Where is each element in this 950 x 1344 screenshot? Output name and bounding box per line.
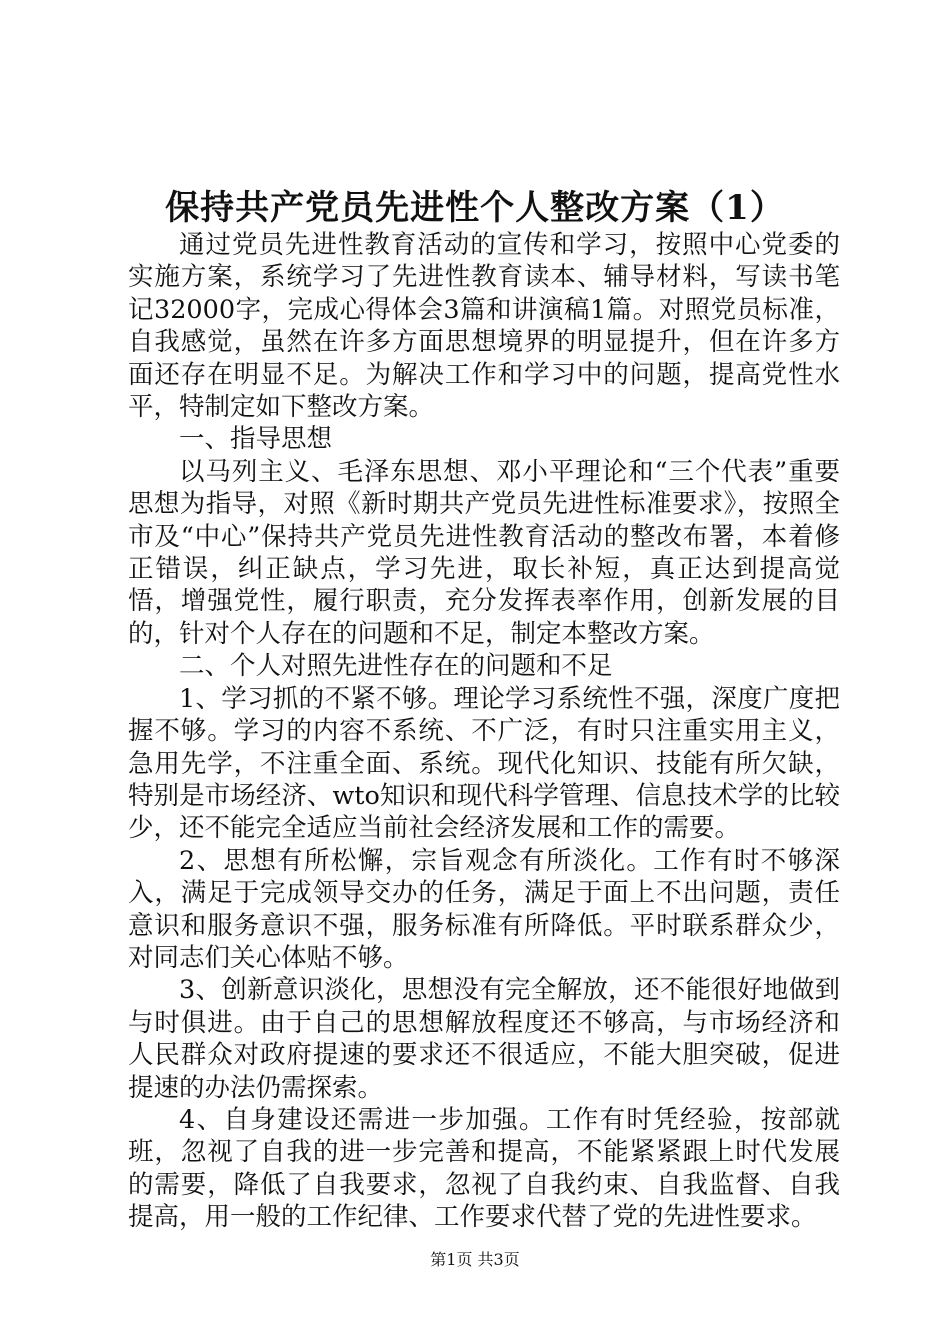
document-body	[128, 229, 840, 1234]
page-footer: 第1页 共3页	[430, 1250, 520, 1269]
problem-item-3: 3、创新意识淡化，思想没有完全解放，还不能很好地做到与时俱进。由于自己的思想解放程度还不够高，与市场经济和人民群众对政府提速的要求还不很适应，不能大胆突破，促进提速的办法仍需探索。	[128, 975, 840, 1103]
problem-item-4: 4、自身建设还需进一步加强。工作有时凭经验，按部就班，忽视了自我的进一步完善和提高，不能紧紧跟上时代发展的需要，降低了自我要求，忽视了自我约束、自我监督、自我提高，用一般的工作纪律、工作要求代替了党的先进性要求。	[128, 1104, 840, 1233]
intro-paragraph: 通过党员先进性教育活动的宣传和学习，按照中心党委的实施方案，系统学习了先进性教育读本、辅导材料，写读书笔记32000字，完成心得体会3篇和讲演稿1篇。对照党员标准，自我感觉，虽然在许多方面思想境界的明显提升，但在许多方面还存在明显不足。为解决工作和学习中的问题，提高党性水平，特制定如下整改方案。	[128, 230, 840, 423]
guiding-thought-paragraph: 以马列主义、毛泽东思想、邓小平理论和“三个代表”重要思想为指导，对照《新时期共产党员先进性标准要求》，按照全市及“中心”保持共产党员先进性教育活动的整改布署，本着修正错误，纠正缺点，学习先进，取长补短，真正达到提高觉悟，增强党性，履行职责，充分发挥表率作用，创新发展的目的，针对个人存在的问题和不足，制定本整改方案。	[128, 456, 840, 649]
section-heading-guiding-thought: 一、指导思想	[179, 424, 333, 455]
document-title: 保持共产党员先进性个人整改方案（1）	[165, 188, 785, 228]
problem-item-1: 1、学习抓的不紧不够。理论学习系统性不强，深度广度把握不够。学习的内容不系统、不广泛，有时只注重实用主义，急用先学，不注重全面、系统。现代化知识、技能有所欠缺，特别是市场经济、wto知识和现代科学管理、信息技术学的比较少，还不能完全适应当前社会经济发展和工作的需要。	[128, 683, 840, 844]
problem-item-2: 2、思想有所松懈，宗旨观念有所淡化。工作有时不够深入，满足于完成领导交办的任务，满足于面上不出问题，责任意识和服务意识不强，服务标准有所降低。平时联系群众少，对同志们关心体贴不够。	[128, 845, 840, 973]
section-heading-problems: 二、个人对照先进性存在的问题和不足	[179, 651, 613, 682]
